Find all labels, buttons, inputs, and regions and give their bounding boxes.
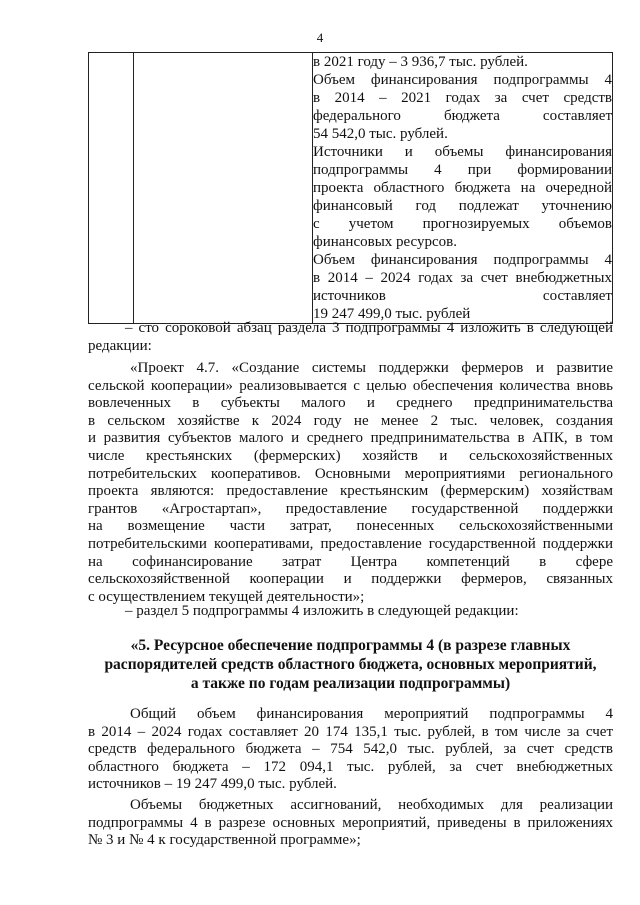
paragraph-amendment-140: – сто сороковой абзац раздела 3 подпрограммы 4 изложить в следующей редакции: [88, 320, 613, 354]
section-heading: «5. Ресурсное обеспечение подпрограммы 4 (в разрезе главных распорядителей средств областного бюджета, основных мероприятий, а также по годам реализации подпрограммы) [104, 637, 597, 692]
continuation-table [88, 52, 613, 324]
cell-paragraph-federal: Объем финансирования подпрограммы 4 в 2014 – 2021 годах за счет средств федерального бюджета составляет 54 542,0 тыс. рублей. [313, 72, 612, 142]
cell-paragraph-extrabudget: Объем финансирования подпрограммы 4 в 2014 – 2024 годах за счет внебюджетных источников составляет 19 247 499,0 тыс. рублей [313, 252, 612, 322]
paragraph-amendment-section-5: – раздел 5 подпрограммы 4 изложить в следующей редакции: [125, 603, 519, 619]
table-cell-number [89, 53, 134, 324]
table-cell-content [313, 53, 613, 324]
page-number: 4 [316, 30, 324, 45]
cell-line-2021: в 2021 году – 3 936,7 тыс. рублей. [313, 54, 528, 70]
cell-paragraph-sources: Источники и объемы финансирования подпрограммы 4 при формировании проекта областного бюджета на очередной финансовый год подлежат уточнению с учетом прогнозируемых объемов финансовых ресурсов. [313, 144, 612, 250]
paragraph-project-4-7: «Проект 4.7. «Создание системы поддержки фермеров и развитие сельской кооперации» реализовывается с целью обеспечения количества вновь вовлеченных в субъекты малого и среднего предпринимательства в сельском хозяйстве к 2024 году не менее 2 тыс. человек, создания и развития субъектов малого и среднего предпринимательства в АПК, в том числе крестьянских (фермерских) хозяйств и сельскохозяйственных потребительских кооперативов. Основными мероприятиями регионального проекта являются: предоставление крестьянским (фермерским) хозяйствам грантов «Агростартап», предоставление государственной поддержки на возмещение части затрат, понесенных сельскохозяйственными потребительскими кооперативами, предоставление государственной поддержки на софинансирование затрат Центра компетенций в сфере сельскохозяйственной кооперации и поддержки фермеров, связанных с осуществлением текущей деятельности»; [88, 360, 613, 605]
paragraph-budget-allocations: Объемы бюджетных ассигнований, необходимых для реализации подпрограммы 4 в разрезе основных мероприятий, приведены в приложениях № 3 и № 4 к государственной программе»; [88, 797, 613, 849]
paragraph-total-financing: Общий объем финансирования мероприятий подпрограммы 4 в 2014 – 2024 годах составляет 20 174 135,1 тыс. рублей, в том числе за счет средств федерального бюджета – 754 542,0 тыс. рублей, за счет средств областного бюджета – 172 094,1 тыс. рублей, за счет внебюджетных источников – 19 247 499,0 тыс. рублей. [88, 706, 613, 793]
table-cell-name [134, 53, 313, 324]
